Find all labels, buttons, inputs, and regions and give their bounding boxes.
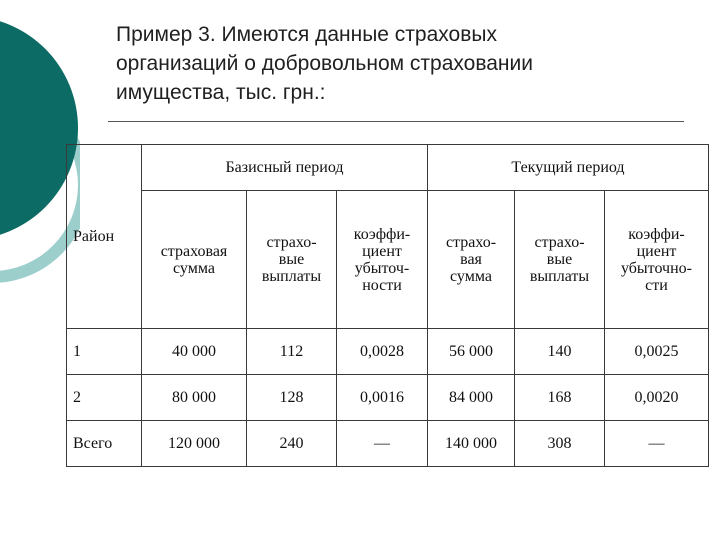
table-cell: 240: [247, 421, 337, 467]
header-base-period: Базисный период: [142, 145, 428, 191]
title-line: имущества, тыс. грн.:: [116, 81, 326, 104]
table-cell: 40 000: [142, 329, 247, 375]
header-base-insured-sum: страховая сумма: [142, 191, 247, 329]
insurance-data-table: [66, 144, 709, 467]
table-cell: 120 000: [142, 421, 247, 467]
row-label: 1: [67, 329, 142, 375]
header-current-loss-ratio: коэффи- циент убыточно- сти: [605, 191, 709, 329]
header-current-period: Текущий период: [428, 145, 709, 191]
table-cell: —: [605, 421, 709, 467]
table-cell: 128: [247, 375, 337, 421]
header-row-metrics: [67, 191, 709, 329]
header-district: Район: [67, 145, 142, 329]
table-cell: 112: [247, 329, 337, 375]
table-cell: 84 000: [428, 375, 515, 421]
table-row: [67, 375, 709, 421]
header-current-insured-sum: страхо- вая сумма: [428, 191, 515, 329]
table-cell: 140 000: [428, 421, 515, 467]
table-row: [67, 329, 709, 375]
title-divider: [108, 121, 684, 122]
title-line: Пример 3. Имеются данные страховых: [116, 23, 497, 46]
table-cell: 308: [515, 421, 605, 467]
header-base-payouts: страхо- вые выплаты: [247, 191, 337, 329]
table-row-total: [67, 421, 709, 467]
title-line: организаций о добровольном страховании: [116, 52, 533, 75]
slide-title: [116, 20, 696, 107]
table-cell: 140: [515, 329, 605, 375]
table-cell: 56 000: [428, 329, 515, 375]
table-cell: 0,0020: [605, 375, 709, 421]
header-current-payouts: страхо- вые выплаты: [515, 191, 605, 329]
table-cell: 80 000: [142, 375, 247, 421]
row-label: 2: [67, 375, 142, 421]
table-cell: 0,0025: [605, 329, 709, 375]
table-cell: 0,0028: [337, 329, 428, 375]
table-cell: 0,0016: [337, 375, 428, 421]
table-cell: —: [337, 421, 428, 467]
row-label: Всего: [67, 421, 142, 467]
header-base-loss-ratio: коэффи- циент убыточ- ности: [337, 191, 428, 329]
header-row-periods: [67, 145, 709, 191]
table-cell: 168: [515, 375, 605, 421]
